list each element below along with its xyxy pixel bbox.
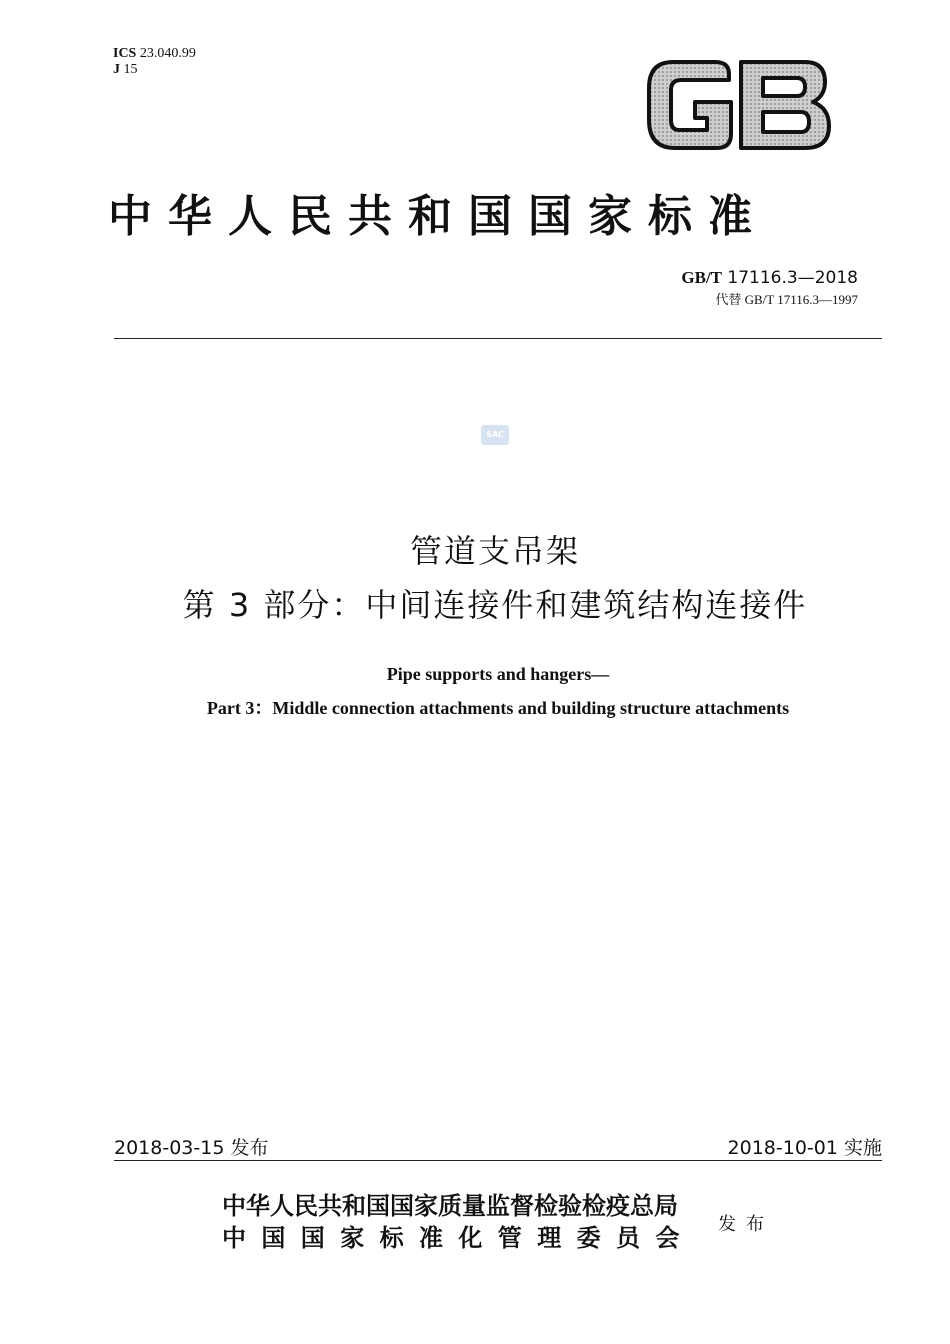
national-standard-title: 中华人民共和国国家标准 <box>108 191 768 242</box>
implementation-date: 2018-10-01 实施 <box>727 1137 882 1159</box>
title-cn-line1: 管道支吊架 <box>409 532 580 570</box>
top-divider <box>114 338 882 339</box>
title-en-line2: Part 3：Middle connection attachments and building structure attachments <box>206 698 790 718</box>
title-cn-line2: 第 3 部分：中间连接件和建筑结构连接件 <box>182 586 808 624</box>
bottom-divider <box>114 1160 882 1161</box>
ccs-code: 15 <box>123 62 138 77</box>
standard-number-block <box>681 268 858 308</box>
title-en-line1: Pipe supports and hangers— <box>386 664 610 684</box>
issue-action: 发布 <box>718 1214 774 1235</box>
ccs-label: J <box>113 62 120 77</box>
standard-prefix: GB/T <box>681 268 723 287</box>
issue-date: 2018-03-15 发布 <box>114 1137 269 1159</box>
replaces-note: 代替 GB/T 17116.3—1997 <box>715 292 858 307</box>
ics-classification <box>113 46 196 78</box>
ics-code: 23.040.99 <box>139 46 196 61</box>
gb-logo-icon <box>645 58 835 152</box>
standard-number: 17116.3—2018 <box>727 268 858 288</box>
ics-label: ICS <box>113 46 137 61</box>
issuer-line1: 中华人民共和国国家质量监督检验检疫总局 <box>222 1191 678 1220</box>
issuer-names <box>222 1190 695 1254</box>
issuer-line2: 中国国家标准化管理委员会 <box>222 1223 695 1252</box>
sac-watermark: SAC <box>481 425 509 445</box>
